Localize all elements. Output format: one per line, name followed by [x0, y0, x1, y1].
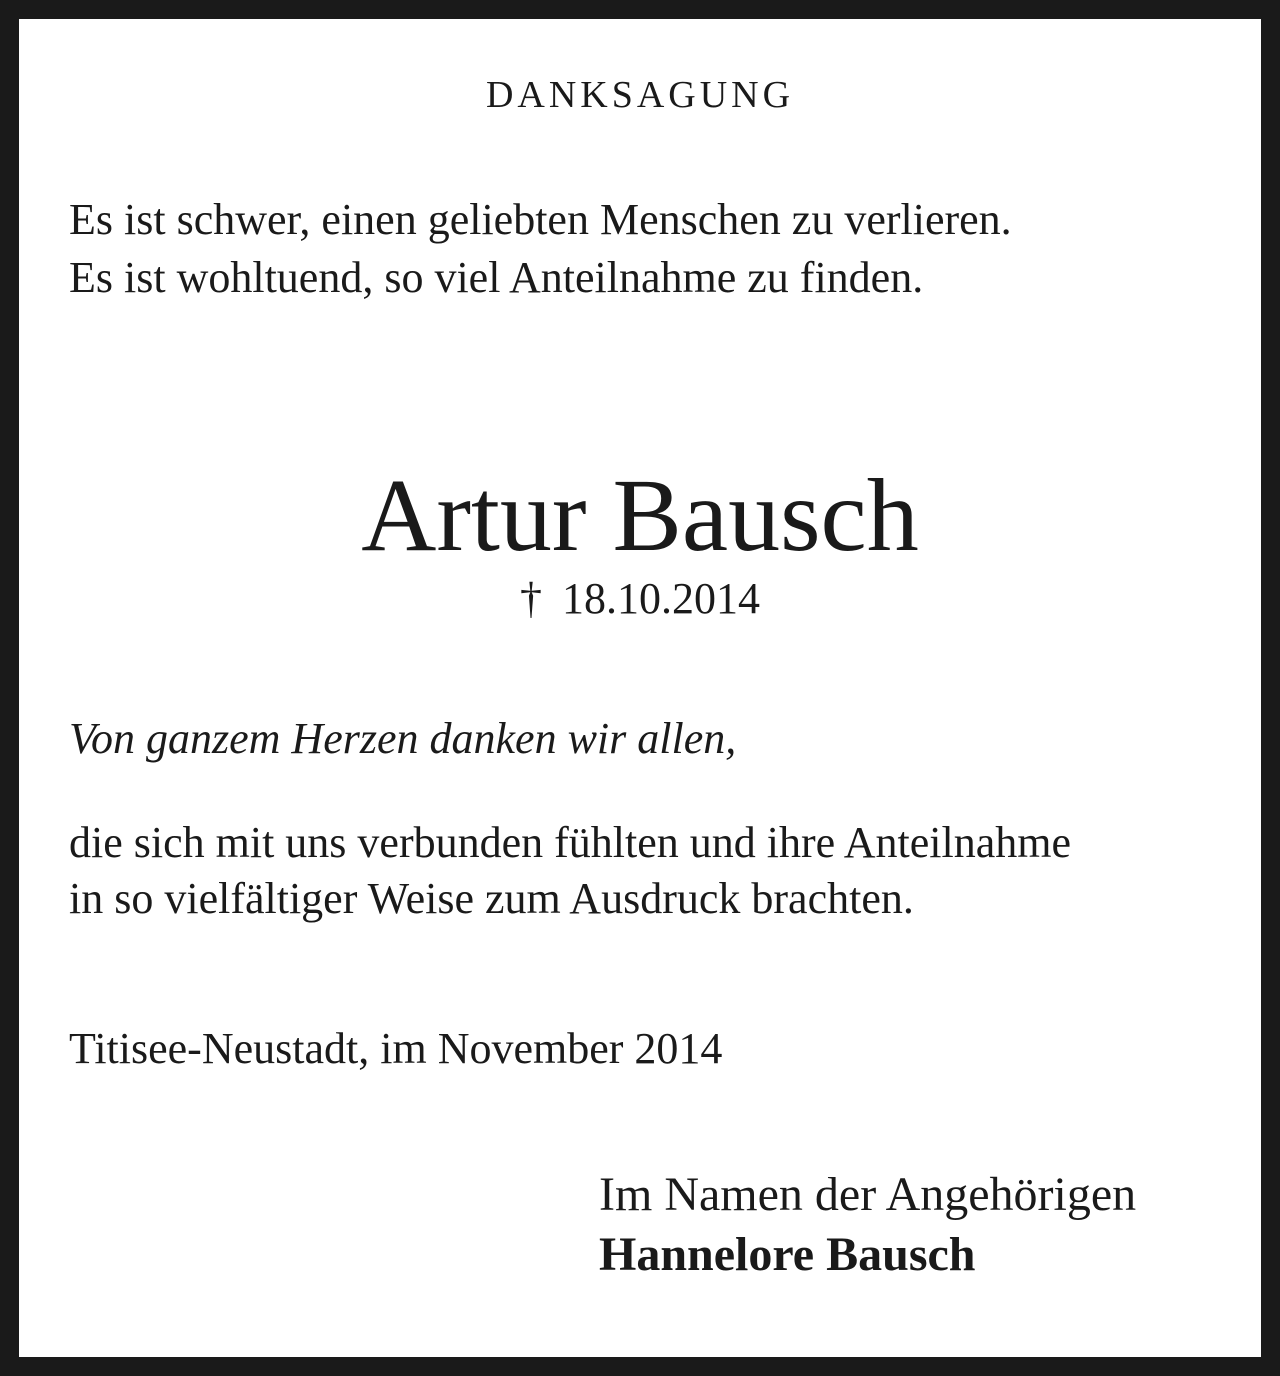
death-date: 18.10.2014 — [562, 574, 760, 623]
body-line: die sich mit uns verbunden fühlten und ihre Anteilnahme — [69, 818, 1072, 867]
cross-icon: † — [520, 574, 542, 623]
deceased-name: Artur Bausch — [361, 458, 919, 573]
signature-name: Hannelore Bausch — [599, 1228, 976, 1281]
notice-heading: DANKSAGUNG — [485, 74, 795, 116]
quote-line: Es ist schwer, einen geliebten Menschen zu verlieren. — [69, 195, 1012, 244]
signature-block — [599, 1165, 1136, 1285]
quote-line: Es ist wohltuend, so viel Anteilnahme zu finden. — [69, 253, 924, 302]
thanks-line: Von ganzem Herzen danken wir allen, — [69, 714, 737, 763]
quote-block — [69, 191, 1012, 307]
signature-intro: Im Namen der Angehörigen — [599, 1168, 1137, 1221]
place-date: Titisee-Neustadt, im November 2014 — [69, 1024, 723, 1073]
thanks-body — [69, 815, 1071, 927]
death-date-line — [19, 571, 1261, 627]
body-line: in so vielfältiger Weise zum Ausdruck brachten. — [69, 874, 914, 923]
